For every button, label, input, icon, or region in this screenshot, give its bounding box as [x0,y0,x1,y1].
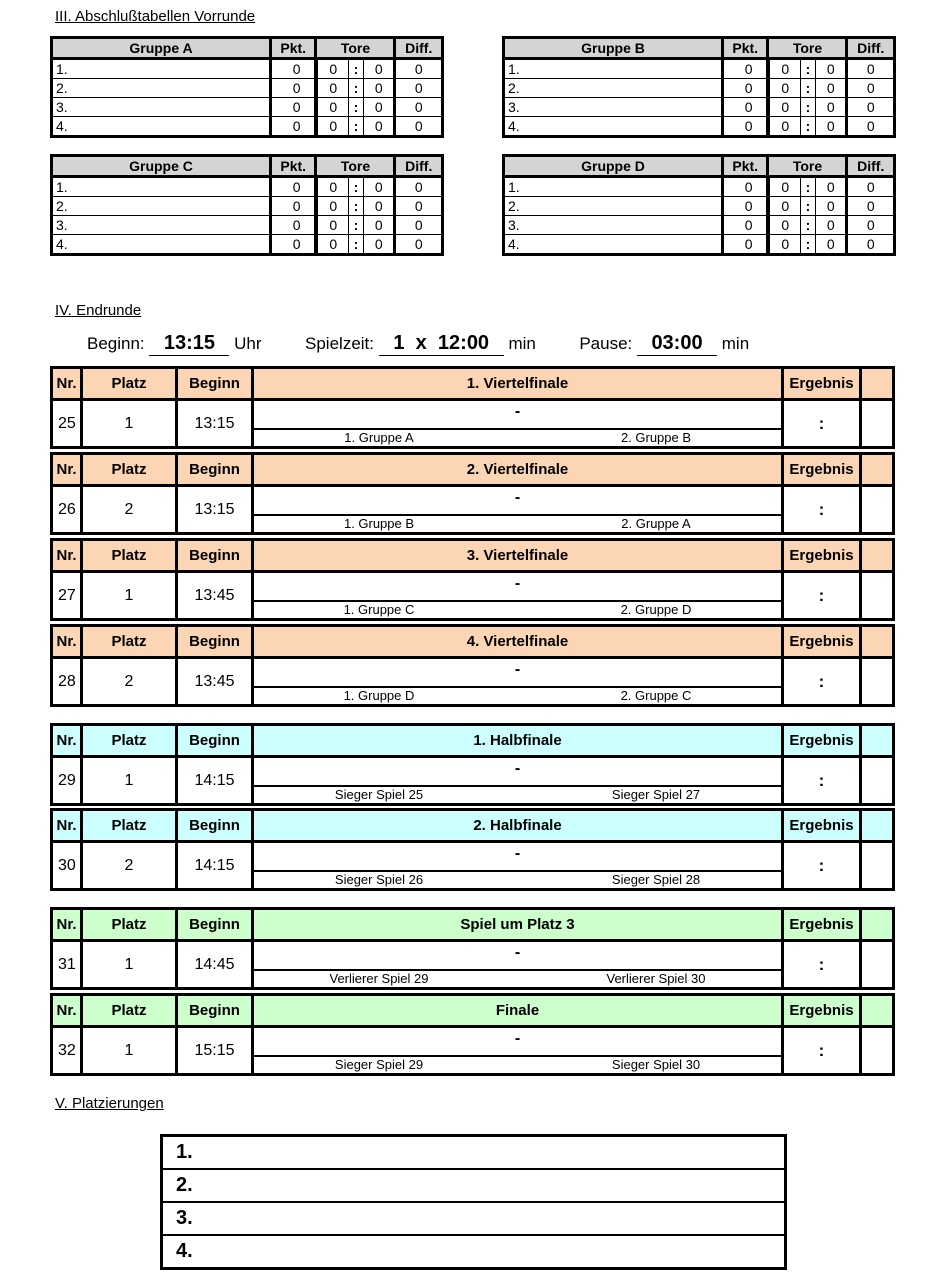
match-header: Nr. Platz Beginn 2. Halbfinale Ergebnis [53,811,892,843]
match-title: 2. Viertelfinale [254,455,784,484]
team-a: 1. Gruppe B [343,516,415,531]
spielzeit-label: Spielzeit: [305,334,374,353]
group-table-b [502,36,896,138]
match-27 [50,538,895,621]
table-row: 1. [163,1137,784,1170]
match-row: 28 2 13:45 - 1. Gruppe D 2. Gruppe C : [53,659,892,704]
match-header: Nr. Platz Beginn 2. Viertelfinale Ergebnis [53,455,892,487]
team-b: Sieger Spiel 27 [611,787,701,802]
match-header: Nr. Platz Beginn 1. Viertelfinale Ergebnis [53,369,892,401]
table-row: 2. 0 0 : 0 0 [52,197,443,216]
beginn-label: Beginn: [87,334,145,353]
platzierungen-table [160,1134,787,1270]
group-table-c [50,154,444,256]
beginn-unit: Uhr [234,334,262,353]
section-title-platzierungen: V. Platzierungen [55,1095,164,1112]
table-row: 3. 0 0 : 0 0 [504,216,895,235]
table-row: 1. 0 0 : 0 0 [504,177,895,197]
match-29 [50,723,895,806]
team-a: 1. Gruppe A [344,430,414,445]
col-diff: Diff. [395,38,443,59]
group-name: Gruppe C [52,156,271,177]
table-row: 4. 0 0 : 0 0 [504,117,895,137]
section-title-vorrunde: III. Abschlußtabellen Vorrunde [55,8,256,25]
team-b: 2. Gruppe D [620,602,692,617]
result: : [784,401,862,446]
group-table-d [502,154,896,256]
match-row: 32 1 15:15 - Sieger Spiel 29 Sieger Spiel 30 : [53,1028,892,1073]
table-row: 2. 0 0 : 0 0 [504,79,895,98]
table-row: 2. 0 0 : 0 0 [52,79,443,98]
match-31 [50,907,895,990]
result: : [784,843,862,888]
spielzeit-value: 1 x 12:00 [379,332,504,356]
group-name: Gruppe D [504,156,723,177]
spielzeit-unit: min [508,334,536,353]
pause-unit: min [721,334,750,353]
team-b: 2. Gruppe A [621,516,691,531]
match-header: Nr. Platz Beginn Spiel um Platz 3 Ergebnis [53,910,892,942]
match-title: Spiel um Platz 3 [254,910,784,939]
pause-label: Pause: [579,334,633,353]
match-row: 31 1 14:45 - Verlierer Spiel 29 Verlierer Spiel 30 : [53,942,892,987]
beginn-value: 13:15 [149,332,229,356]
table-row: 2. 0 0 : 0 0 [504,197,895,216]
match-26 [50,452,895,535]
team-a: Sieger Spiel 29 [334,1057,424,1072]
team-b: 2. Gruppe B [620,430,692,445]
table-row: 2. [163,1170,784,1203]
table-row: 3. [163,1203,784,1236]
team-a: 1. Gruppe C [343,602,415,617]
table-row: 4. 0 0 : 0 0 [52,117,443,137]
col-diff: Diff. [847,38,895,59]
match-title: 4. Viertelfinale [254,627,784,656]
team-a: Sieger Spiel 25 [334,787,424,802]
match-28 [50,624,895,707]
table-row: 4. 0 0 : 0 0 [52,235,443,255]
team-a: Sieger Spiel 26 [334,872,424,887]
table-row: 4. [176,1240,193,1262]
match-header: Nr. Platz Beginn 4. Viertelfinale Ergebnis [53,627,892,659]
match-25 [50,366,895,449]
match-header: Nr. Platz Beginn Finale Ergebnis [53,996,892,1028]
team-b: 2. Gruppe C [620,688,692,703]
match-title: Finale [254,996,784,1025]
col-diff: Diff. [395,156,443,177]
table-row: 3. 0 0 : 0 0 [52,98,443,117]
match-row: 26 2 13:15 - 1. Gruppe B 2. Gruppe A : [53,487,892,532]
team-b: Sieger Spiel 30 [611,1057,701,1072]
match-row: 30 2 14:15 - Sieger Spiel 26 Sieger Spiel 28 : [53,843,892,888]
team-a: 1. Gruppe D [343,688,415,703]
col-tore: Tore [768,156,847,177]
table-row: 1. 0 0 : 0 0 [52,59,443,79]
table-row: 1. 0 0 : 0 0 [504,59,895,79]
result: : [784,659,862,704]
team-b: Sieger Spiel 28 [611,872,701,887]
col-tore: Tore [316,38,395,59]
col-diff: Diff. [847,156,895,177]
match-32 [50,993,895,1076]
group-name: Gruppe B [504,38,723,59]
result: : [784,1028,862,1073]
match-title: 3. Viertelfinale [254,541,784,570]
match-title: 1. Halbfinale [254,726,784,755]
pause-value: 03:00 [637,332,717,356]
match-row: 25 1 13:15 - 1. Gruppe A 2. Gruppe B : [53,401,892,446]
match-title: 1. Viertelfinale [254,369,784,398]
group-table-a [50,36,444,138]
match-title: 2. Halbfinale [254,811,784,840]
col-pkt: Pkt. [271,156,316,177]
match-row: 27 1 13:45 - 1. Gruppe C 2. Gruppe D : [53,573,892,618]
team-a: Verlierer Spiel 29 [329,971,429,986]
table-row: 1. 0 0 : 0 0 [52,177,443,197]
result: : [784,758,862,803]
match-row: 29 1 14:15 - Sieger Spiel 25 Sieger Spiel 27 : [53,758,892,803]
section-title-endrunde: IV. Endrunde [55,302,142,319]
col-pkt: Pkt. [723,156,768,177]
group-name: Gruppe A [52,38,271,59]
col-tore: Tore [768,38,847,59]
result: : [784,487,862,532]
table-row: 3. 0 0 : 0 0 [504,98,895,117]
col-pkt: Pkt. [271,38,316,59]
col-pkt: Pkt. [723,38,768,59]
table-row: 3. 0 0 : 0 0 [52,216,443,235]
match-header: Nr. Platz Beginn 3. Viertelfinale Ergebnis [53,541,892,573]
result: : [784,573,862,618]
match-header: Nr. Platz Beginn 1. Halbfinale Ergebnis [53,726,892,758]
table-row: 4. 0 0 : 0 0 [504,235,895,255]
result: : [784,942,862,987]
schedule-info [87,332,867,356]
col-tore: Tore [316,156,395,177]
team-b: Verlierer Spiel 30 [606,971,706,986]
match-30 [50,808,895,891]
